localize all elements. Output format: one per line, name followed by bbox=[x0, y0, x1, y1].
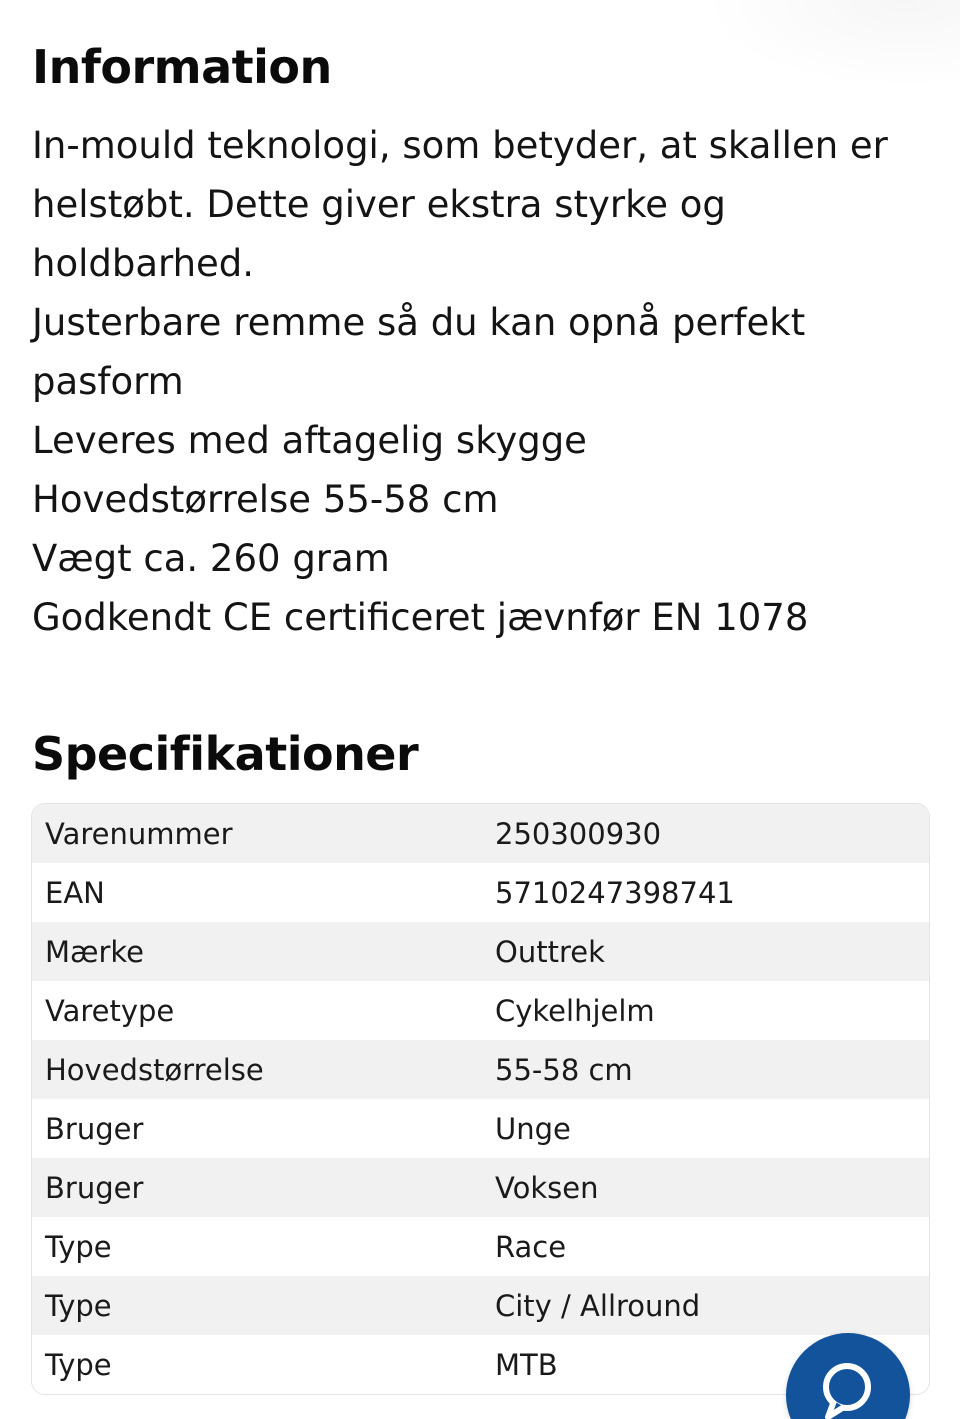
information-line: Justerbare remme så du kan opnå perfekt bbox=[32, 301, 806, 344]
spec-row-varetype bbox=[32, 981, 929, 1040]
information-heading: Information bbox=[32, 40, 332, 94]
spec-label: Varetype bbox=[45, 993, 175, 1028]
spec-value: 250300930 bbox=[495, 816, 662, 851]
information-line: Godkendt CE certificeret jævnfør EN 1078 bbox=[32, 596, 809, 639]
spec-label: EAN bbox=[45, 875, 105, 910]
information-line: Hovedstørrelse 55-58 cm bbox=[32, 478, 499, 521]
specifications-heading: Specifikationer bbox=[32, 727, 419, 781]
spec-label: Hovedstørrelse bbox=[45, 1052, 264, 1087]
spec-value: MTB bbox=[495, 1347, 558, 1382]
chat-bubble-icon bbox=[818, 1359, 878, 1419]
information-line: holdbarhed. bbox=[32, 242, 255, 285]
spec-row-bruger bbox=[32, 1099, 929, 1158]
information-line: helstøbt. Dette giver ekstra styrke og bbox=[32, 183, 726, 226]
information-line: Vægt ca. 260 gram bbox=[32, 537, 390, 580]
spec-value: Cykelhjelm bbox=[495, 993, 655, 1028]
spec-label: Varenummer bbox=[45, 816, 233, 851]
information-text bbox=[32, 116, 932, 647]
spec-value: Unge bbox=[495, 1111, 571, 1146]
spec-label: Type bbox=[45, 1347, 112, 1382]
spec-row-type bbox=[32, 1276, 929, 1335]
spec-value: City / Allround bbox=[495, 1288, 701, 1323]
information-line: In-mould teknologi, som betyder, at skallen er bbox=[32, 124, 888, 167]
spec-label: Mærke bbox=[45, 934, 145, 969]
spec-row-type bbox=[32, 1217, 929, 1276]
information-line: Leveres med aftagelig skygge bbox=[32, 419, 587, 462]
spec-label: Bruger bbox=[45, 1111, 144, 1146]
information-line: pasform bbox=[32, 360, 184, 403]
spec-value: Outtrek bbox=[495, 934, 605, 969]
spec-row-bruger bbox=[32, 1158, 929, 1217]
spec-value: Race bbox=[495, 1229, 567, 1264]
spec-value: 5710247398741 bbox=[495, 875, 735, 910]
spec-row-ean bbox=[32, 863, 929, 922]
specifications-table bbox=[31, 803, 930, 1395]
spec-row-hovedstorrelse bbox=[32, 1040, 929, 1099]
spec-value: Voksen bbox=[495, 1170, 599, 1205]
spec-value: 55-58 cm bbox=[495, 1052, 633, 1087]
spec-label: Type bbox=[45, 1288, 112, 1323]
spec-label: Type bbox=[45, 1229, 112, 1264]
corner-shadow bbox=[700, 0, 960, 90]
spec-row-varenummer bbox=[32, 804, 929, 863]
spec-row-maerke bbox=[32, 922, 929, 981]
spec-label: Bruger bbox=[45, 1170, 144, 1205]
